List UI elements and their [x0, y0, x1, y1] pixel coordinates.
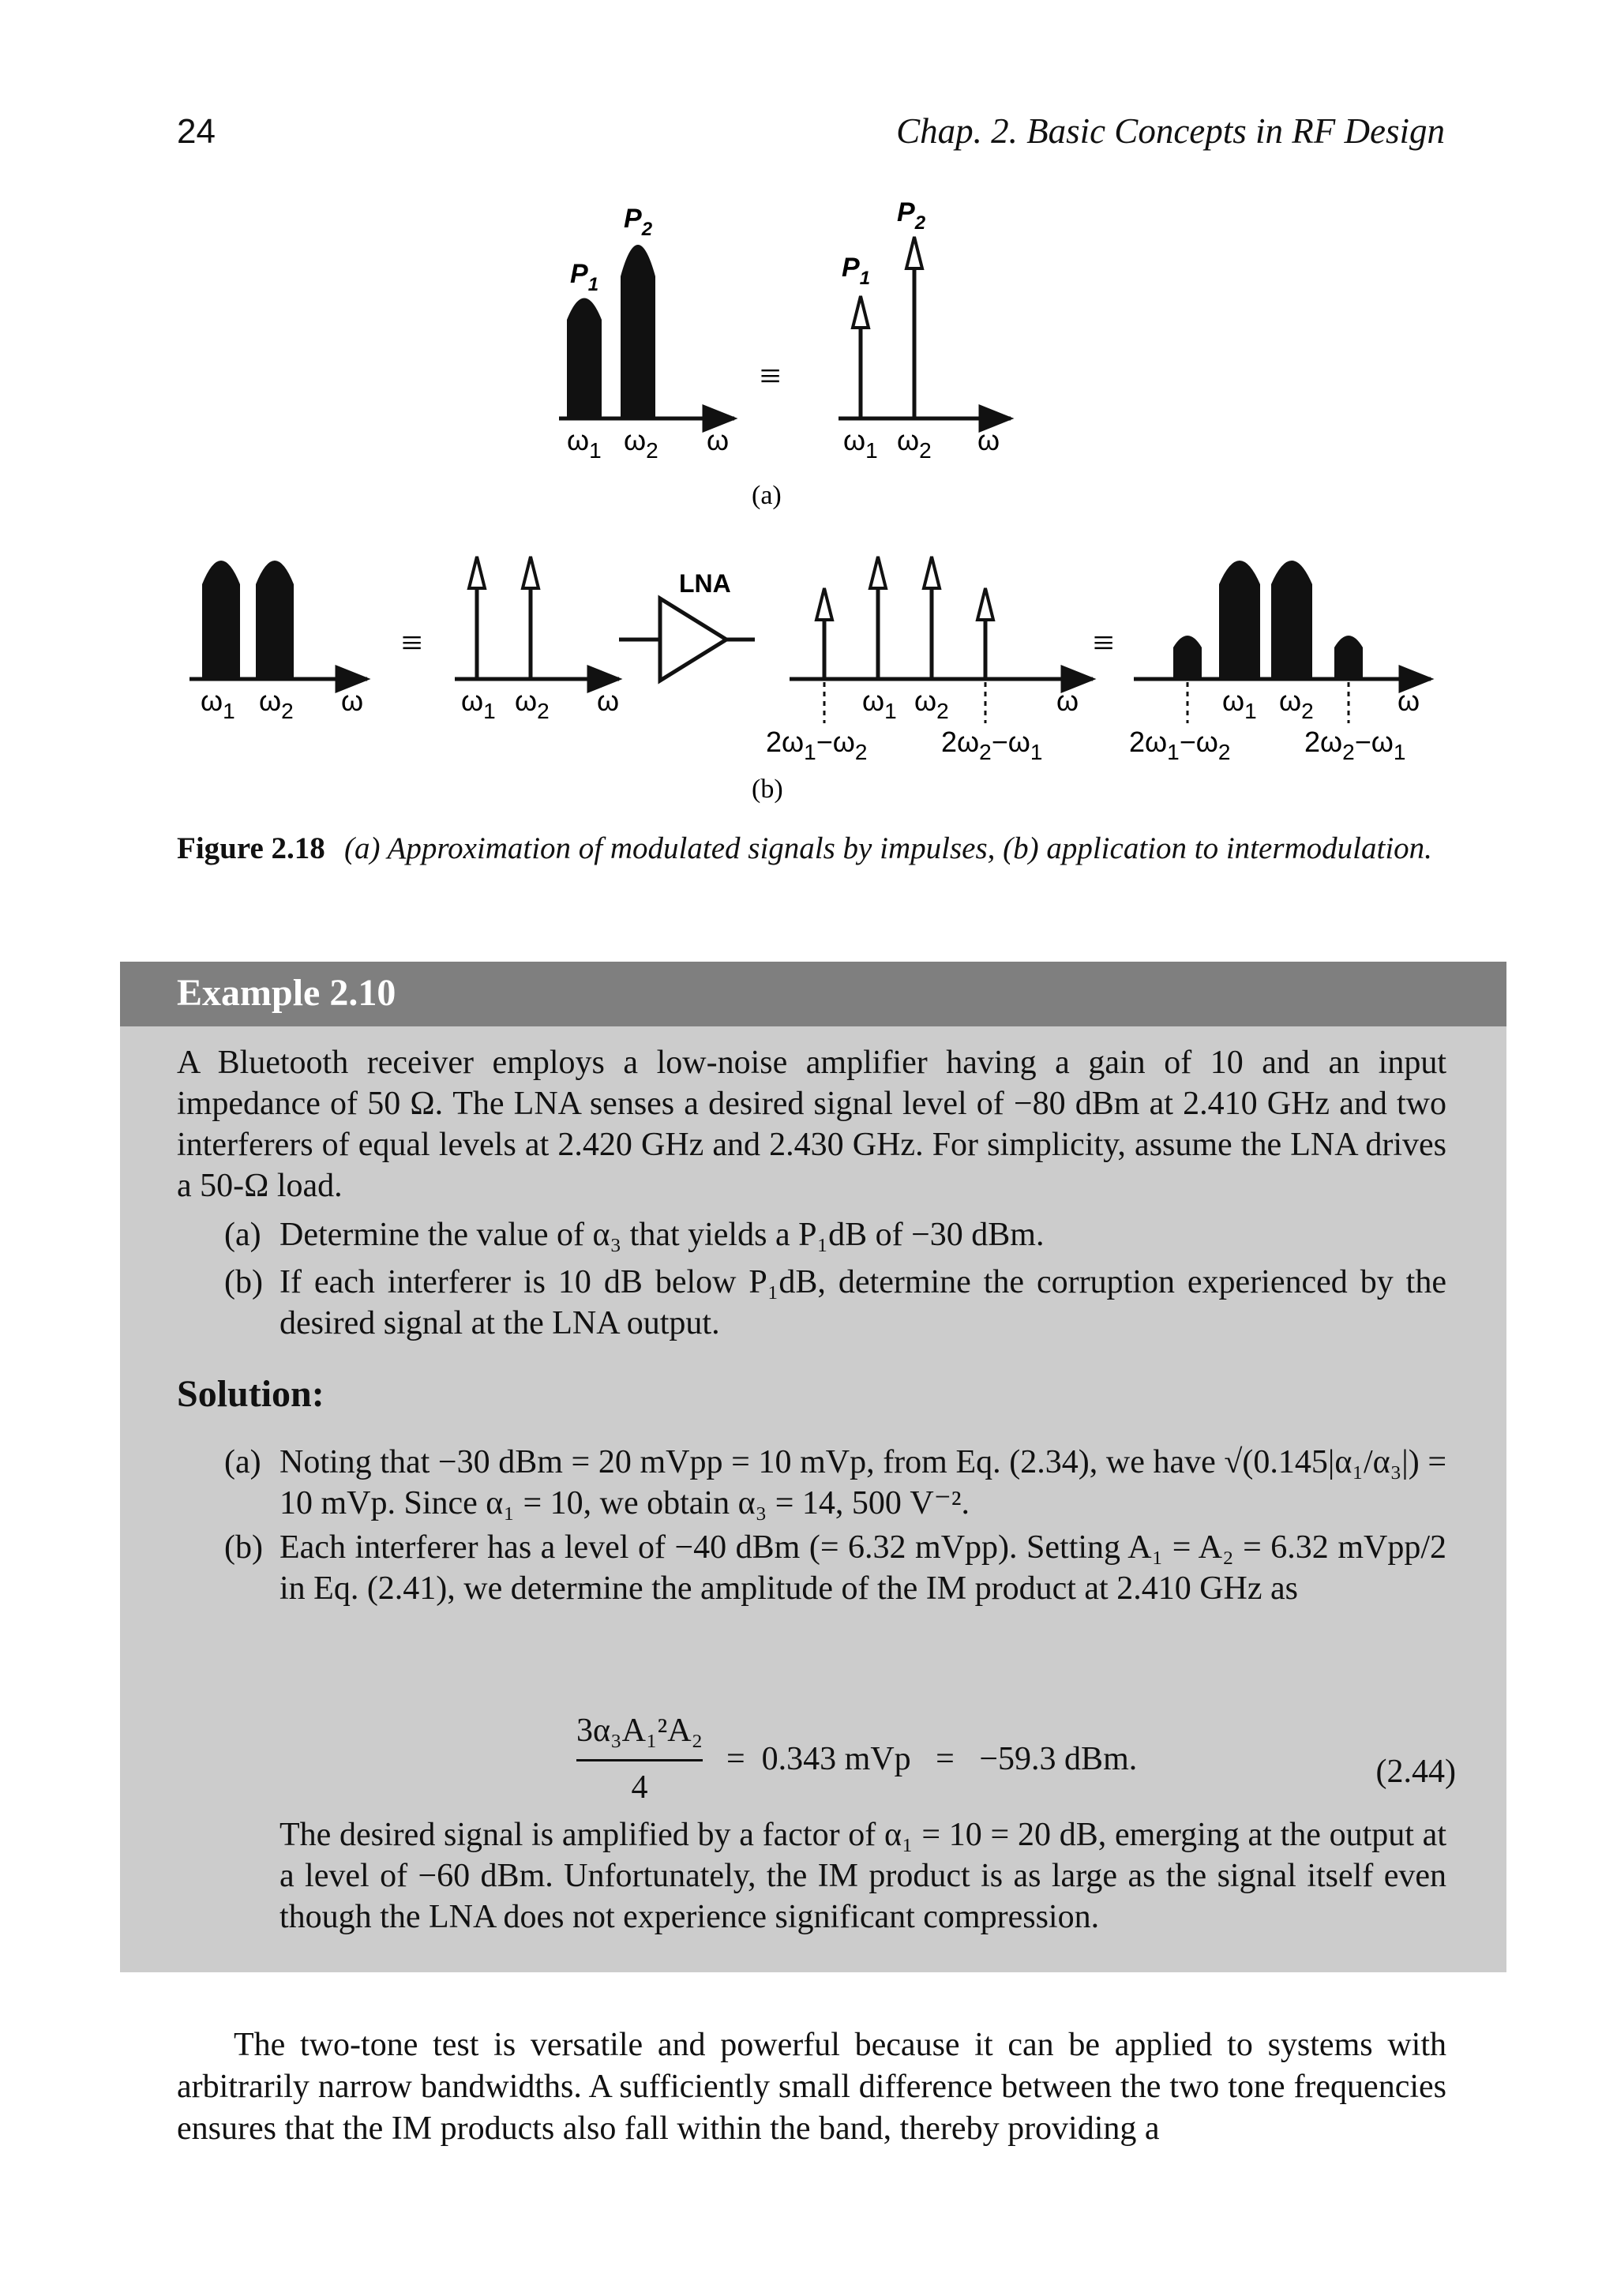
example-conclusion: The desired signal is amplified by a factor of α₁ = 10 = 20 dB, emerging at the output at a level of −60 dBm. Unfortunately, the IM product is as large as the signal itself even though the LNA does not experience significant compression.: [280, 1817, 1446, 1935]
equiv-b1: ≡: [401, 622, 423, 664]
svg-text:P2: $P_2$: [897, 197, 926, 234]
hump-p2: [621, 245, 655, 418]
answer-label: (b): [224, 1529, 263, 1566]
svg-text:ω: ω: [977, 424, 1000, 456]
equation-2-44: [120, 1696, 1506, 1814]
answer-text: Noting that −30 dBm = 20 mVpp = 10 mVp, from Eq. (2.34), we have √(0.145|α₁/α₃|) = 10 mVp. Since α₁ = 10, we obtain α₃ = 14, 500 V⁻².: [280, 1444, 1446, 1521]
figure-part-a: [0, 189, 1617, 521]
figure-part-b: [0, 537, 1617, 809]
page-header: [0, 0, 1617, 174]
sublabel-b: (b): [752, 775, 783, 804]
caption-text: (a) Approximation of modulated signals by impulses, (b) application to intermodulation.: [344, 831, 1432, 865]
svg-text:2ω1−ω2: $2\omega_1-\omega_2$: [766, 726, 868, 764]
lna-amplifier-icon: [660, 598, 726, 681]
svg-text:ω1: $\omega_1$: [1222, 685, 1257, 723]
svg-text:2ω2−ω1: $2\omega_2-\omega_1$: [1304, 726, 1406, 764]
svg-text:ω1: $\omega_1$: [201, 685, 235, 723]
equation-number: (2.44): [1375, 1754, 1456, 1790]
question-label: (b): [224, 1264, 263, 1300]
svg-text:2ω1−ω2: $2\omega_1-\omega_2$: [1129, 726, 1231, 764]
svg-text:ω1: $\omega_1$: [843, 424, 878, 463]
svg-text:ω: ω: [341, 685, 364, 717]
example-title: Example 2.10: [177, 972, 396, 1014]
hump-p1: [567, 298, 602, 419]
svg-text:ω2: $\omega_2$: [914, 685, 949, 723]
equation-numerator: 3α₃A₁²A₂: [576, 1713, 703, 1749]
equation-denominator: 4: [631, 1769, 648, 1806]
answer-text: Each interferer has a level of −40 dBm (= 6.32 mVpp). Setting A₁ = A₂ = 6.32 mVpp/2 in Eq. (2.41), we determine the amplitude of the IM product at 2.410 GHz as: [280, 1529, 1446, 1607]
hump-b-1: [202, 561, 240, 679]
question-label: (a): [224, 1217, 261, 1253]
body-paragraph: The two-tone test is versatile and powerful because it can be applied to systems with arbitrarily narrow bandwidths. A sufficiently small difference between the two tone frequencies ensures that the IM products also fall within the band, thereby providing a: [177, 2027, 1446, 2147]
svg-text:P2: $P_2$: [624, 204, 653, 240]
answer-label: (a): [224, 1444, 261, 1480]
equiv-b2: ≡: [1093, 622, 1115, 664]
svg-text:P1: $P_1$: [842, 253, 871, 289]
svg-text:ω: ω: [707, 424, 730, 456]
equiv-a: ≡: [760, 355, 782, 397]
svg-text:ω2: $\omega_2$: [515, 685, 550, 723]
svg-text:ω: ω: [1398, 685, 1420, 717]
svg-text:ω: ω: [597, 685, 620, 717]
question-text: Determine the value of α₃ that yields a P₁dB of −30 dBm.: [280, 1217, 1045, 1253]
svg-text:ω2: $\omega_2$: [624, 424, 658, 463]
svg-text:ω2: $\omega_2$: [1279, 685, 1314, 723]
svg-text:ω2: $\omega_2$: [259, 685, 294, 723]
svg-text:ω1: $\omega_1$: [862, 685, 897, 723]
sublabel-a: (a): [752, 481, 782, 510]
hump-b-2: [256, 561, 294, 679]
fraction-bar: [576, 1759, 703, 1761]
svg-text:ω1: $\omega_1$: [461, 685, 496, 723]
example-box: [120, 962, 1506, 1972]
svg-text:ω: ω: [1056, 685, 1079, 717]
page-number: 24: [177, 112, 216, 151]
svg-text:ω1: $\omega_1$: [567, 424, 602, 463]
equation-rhs: = 0.343 mVp = −59.3 dBm.: [726, 1741, 1138, 1777]
example-header: [120, 962, 1506, 1026]
question-text: If each interferer is 10 dB below P₁dB, determine the corruption experienced by the desired signal at the LNA output.: [280, 1264, 1446, 1341]
running-head: Chap. 2. Basic Concepts in RF Design: [896, 111, 1445, 151]
lna-label: LNA: [679, 569, 731, 598]
svg-text:ω2: $\omega_2$: [897, 424, 932, 463]
caption-label: Figure 2.18: [177, 831, 325, 865]
svg-text:2ω2−ω1: $2\omega_2-\omega_1$: [941, 726, 1043, 764]
example-intro: A Bluetooth receiver employs a low-noise amplifier having a gain of 10 and an input impedance of 50 Ω. The LNA senses a desired signal level of −80 dBm at 2.410 GHz and two interferers of equal levels at 2.420 GHz and 2.430 GHz. For simplicity, assume the LNA drives a 50-Ω load.: [177, 1045, 1446, 1204]
svg-text:P1: $P_1$: [570, 259, 599, 295]
solution-title: Solution:: [177, 1373, 325, 1415]
